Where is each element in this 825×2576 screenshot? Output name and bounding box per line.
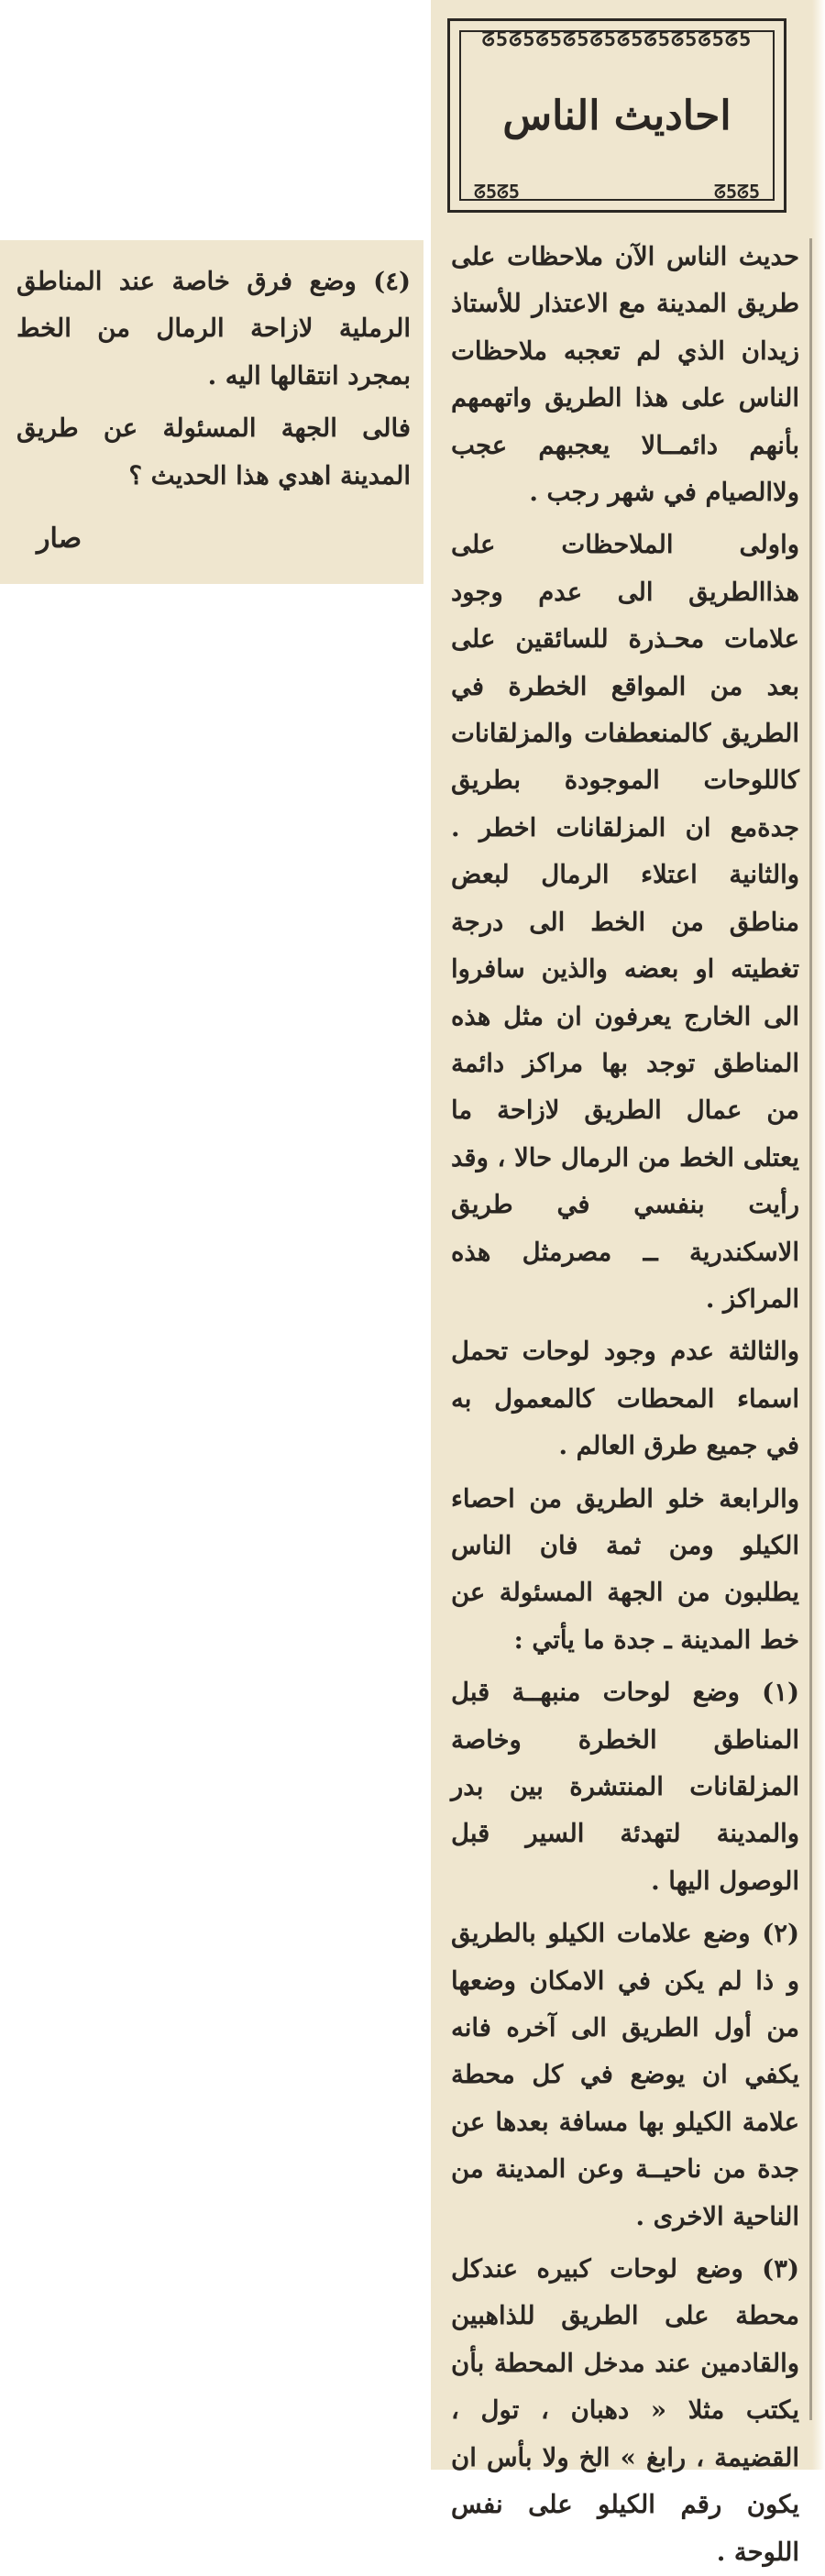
paragraph-request-1: (١) وضع لوحات منبهــة قبل المناطق الخطرة وخاصة المزلقانات المنتشرة بين بدر والمدينة لتهدئة السير قبل الوصول اليها . <box>451 1678 799 1896</box>
continuation-body <box>16 259 411 500</box>
paragraph-fourth-note: والرابعة خلو الطريق من احصاء الكيلو ومن ثمة فان الناس يطلبون من الجهة المسئولة عن خط المدينة ـ جدة ما يأتي : <box>451 1483 799 1655</box>
greek-key-corner-left: ᘔ5ᘔ5 <box>474 181 520 203</box>
article-title: احاديث الناس <box>502 93 732 139</box>
header-box <box>447 18 786 213</box>
main-article-body <box>451 234 799 2576</box>
paragraph-request-4: (٤) وضع فرق خاصة عند المناطق الرملية لازاحة الرمال من الخط بمجرد انتقالها اليه . <box>16 267 411 391</box>
paragraph-request-2: (٢) وضع علامات الكيلو بالطريق و ذا لم يكن في الامكان وضعها من أول الطريق الى آخره فانه يكفي ان يوضع في كل محطة علامة الكيلو بها مسافة بعدها عن جدة من ناحيــة وعن المدينة من الناحية الاخرى . <box>451 1919 799 2231</box>
greek-key-border-top: ᘔ5ᘔ5ᘔ5ᘔ5ᘔ5ᘔ5ᘔ5ᘔ5ᘔ5ᘔ5 <box>481 28 753 51</box>
torn-edge <box>812 0 825 2470</box>
author-signature: صار <box>37 523 82 555</box>
paragraph-intro: حديث الناس الآن ملاحظات على طريق المدينة مع الاعتذار للأستاذ زيدان الذي لم تعجبه ملاحظات الناس على هذا الطريق واتهمهم بأنهم دائمــالا يعجبهم عجب ولاالصيام في شهر رجب . <box>451 242 799 508</box>
paragraph-closing: فالى الجهة المسئولة عن طريق المدينة اهدي هذا الحديث ؟ <box>16 413 411 490</box>
column-gap <box>424 0 430 2470</box>
paragraph-third-note: والثالثة عدم وجود لوحات تحمل اسماء المحطات كالمعمول به في جميع طرق العالم . <box>451 1337 799 1461</box>
greek-key-corner-right: ᘔ5ᘔ5 <box>714 181 760 203</box>
paragraph-first-second-notes: واولى الملاحظات على هذاالطريق الى عدم وجود علامات محـذرة للسائقين على بعد من المواقع الخطرة في الطريق كالمنعطفات والمزلقانات كاللوحات الموجودة بطريق جدةمع ان المزلقانات اخطر . والثانية اعتلاء الرمال لبعض مناطق من الخط الى درجة تغطيته او بعضه والذين سافروا الى الخارج يعرفون ان مثل هذه المناطق توجد بها مراكز دائمة من عمال الطريق لازاحة ما يعتلى الخط من الرمال حالا ، وقد رأيت بنفسي في طريق الاسكندرية ــ مصرمثل هذه المراكز . <box>451 530 799 1314</box>
paragraph-request-3: (٣) وضع لوحات كبيره عندكل محطة على الطريق للذاهبين والقادمين عند مدخل المحطة بأن يكتب مثلا « دهبان ، تول ، القضيمة ، رابغ » الخ ولا بأس ان يكون رقم الكيلو على نفس اللوحة . <box>451 2254 799 2567</box>
